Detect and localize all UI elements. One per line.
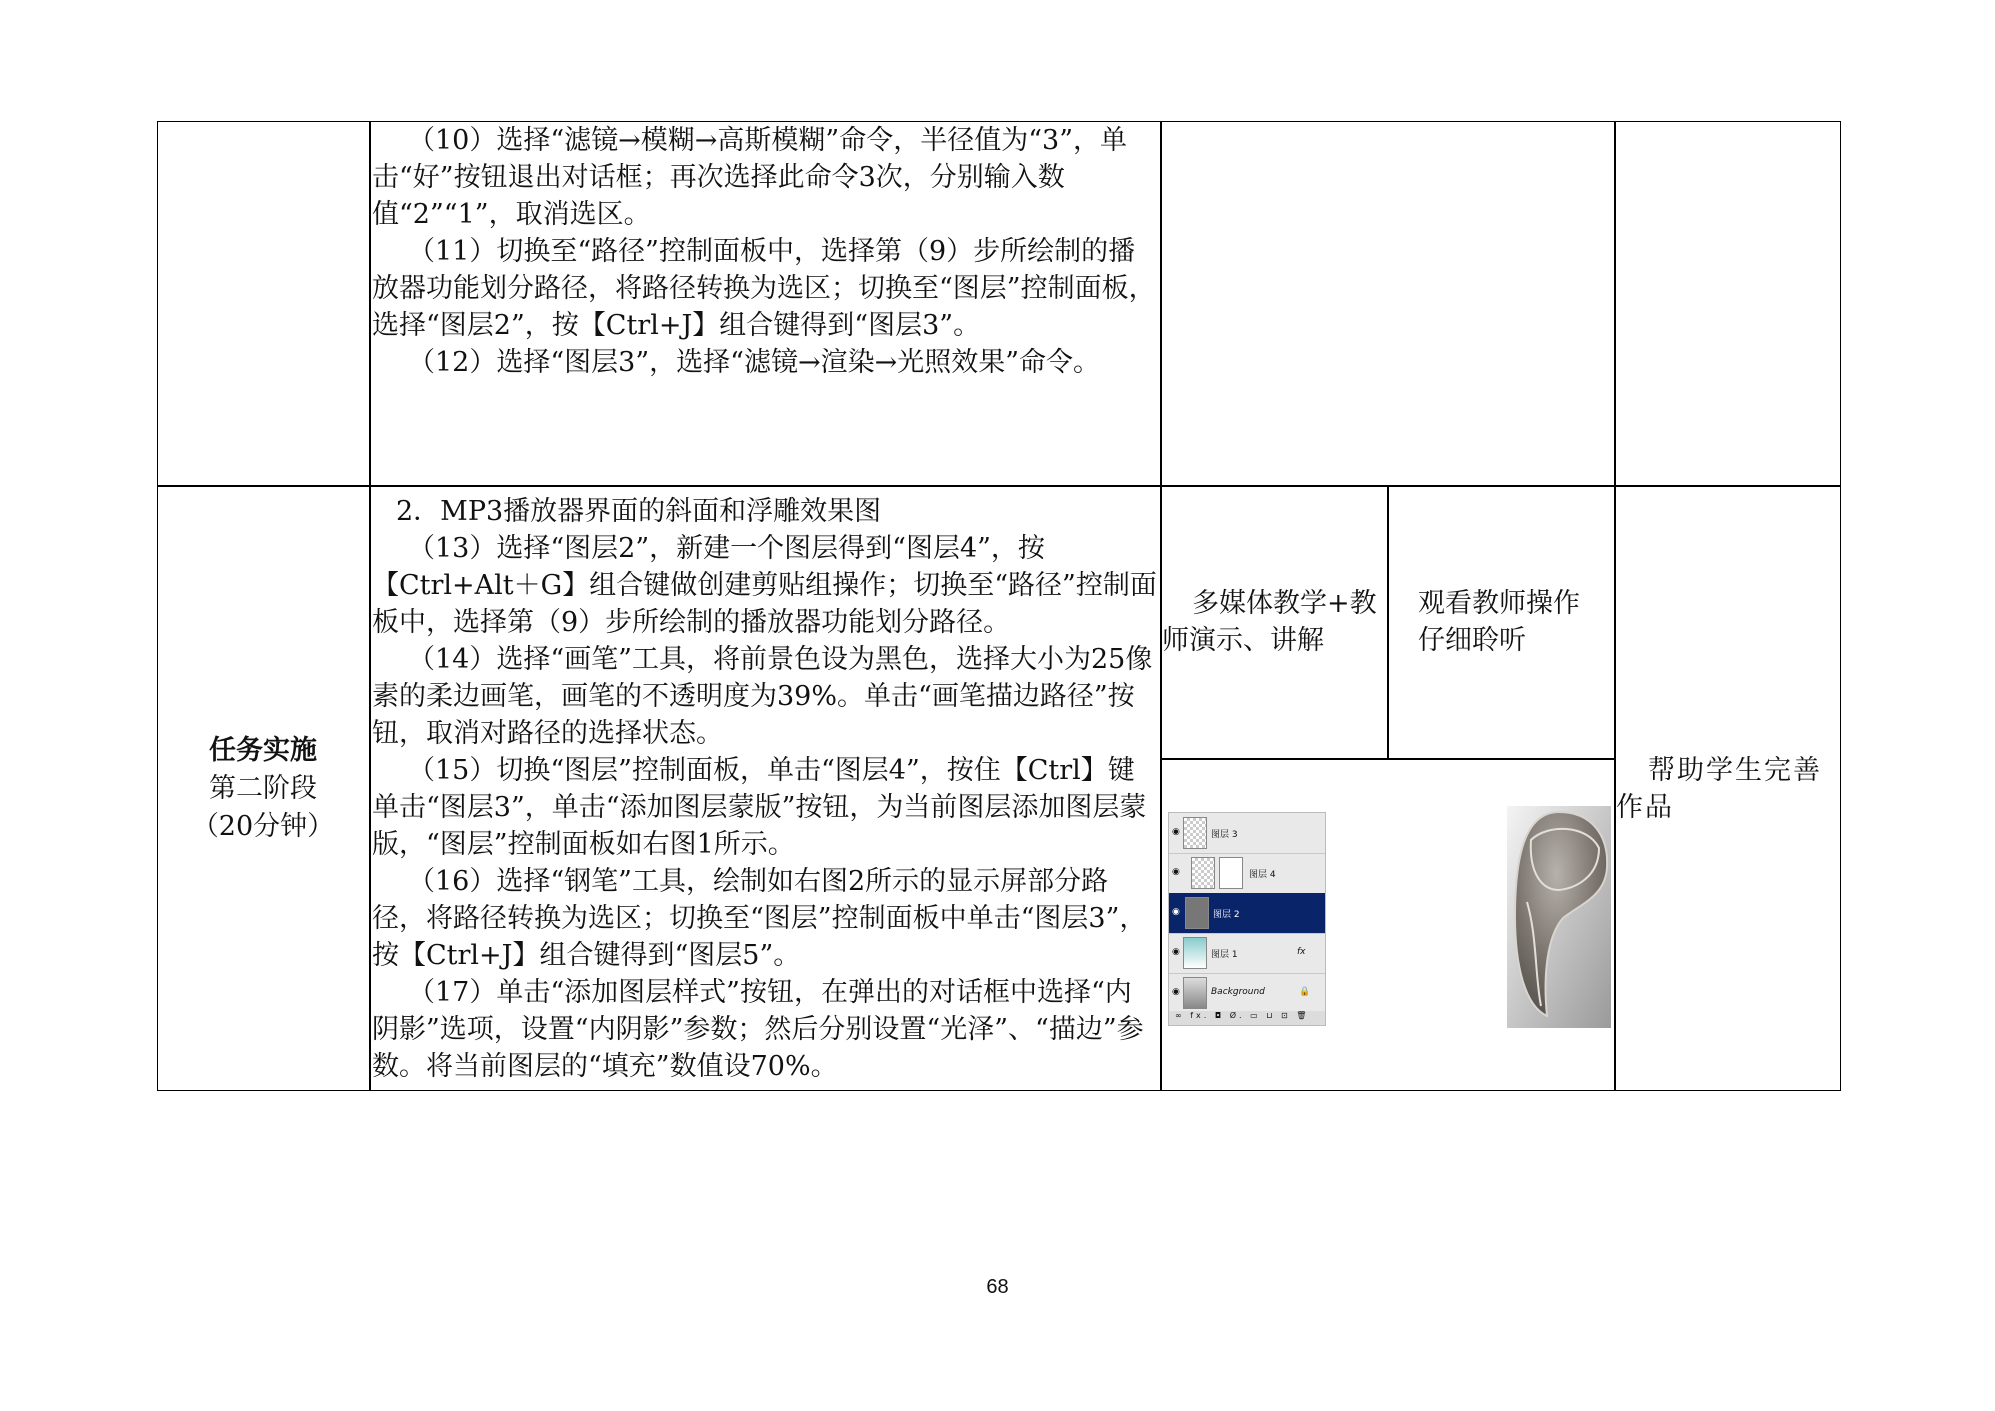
row-divider — [157, 485, 1841, 487]
eye-icon: ◉ — [1172, 947, 1180, 957]
layer-name: 图层 2 — [1213, 910, 1240, 920]
page-number: 68 — [986, 1276, 1009, 1298]
layer-name: Background — [1211, 987, 1265, 997]
col-line-3 — [1387, 485, 1389, 760]
eye-icon: ◉ — [1172, 987, 1180, 997]
player-shape-figure — [1507, 806, 1611, 1028]
layer-thumbnail — [1183, 817, 1207, 849]
col-line-1 — [369, 121, 371, 1091]
layer-name: 图层 1 — [1211, 950, 1238, 960]
fx-icon: fx — [1297, 947, 1306, 957]
layer-row-selected — [1169, 893, 1325, 934]
step-16: （16）选择“钢笔”工具，绘制如右图2所示的显示屏部分路径，将路径转换为选区；切换至“图层”控制面板中单击“图层3”，按【Ctrl+J】组合键得到“图层5”。 — [372, 866, 1147, 971]
layer-thumbnail — [1183, 977, 1207, 1009]
mask-thumbnail — [1219, 857, 1243, 889]
layer-thumbnail — [1183, 937, 1207, 969]
eye-icon: ◉ — [1172, 907, 1180, 917]
step-14: （14）选择“画笔”工具，将前景色设为黑色，选择大小为25像素的柔边画笔，画笔的不透明度为39%。单击“画笔描边路径”按钮，取消对路径的选择状态。 — [372, 644, 1153, 749]
lock-icon: 🔒 — [1299, 987, 1311, 997]
layer-name: 图层 4 — [1249, 870, 1276, 880]
step-15: （15）切换“图层”控制面板，单击“图层4”，按住【Ctrl】键单击“图层3”，单击“添加图层蒙版”按钮，为当前图层添加图层蒙版，“图层”控制面板如右图1所示。 — [372, 755, 1147, 860]
col-line-4 — [1614, 121, 1616, 1091]
eye-icon: ◉ — [1172, 867, 1180, 877]
layers-toolbar: ∞ fx. ◘ Ø. ▭ ⊔ ⊡ 🗑 — [1169, 1011, 1325, 1025]
step-13: （13）选择“图层2”，新建一个图层得到“图层4”，按【Ctrl+Alt＋G】组合键做创建剪贴组操作；切换至“路径”控制面板中，选择第（9）步所绘制的播放器功能划分路径。 — [372, 533, 1157, 638]
layer-row — [1169, 853, 1325, 894]
layer-thumbnail — [1191, 857, 1215, 889]
stage-title: 任务实施 — [209, 735, 317, 766]
layer-row — [1169, 933, 1325, 974]
step-17: （17）单击“添加图层样式”按钮，在弹出的对话框中选择“内阴影”选项，设置“内阴影”参数；然后分别设置“光泽”、“描边”参数。将当前图层的“填充”数值设70%。 — [372, 977, 1144, 1082]
layer-row — [1169, 813, 1325, 854]
step-12: （12）选择“图层3”，选择“滤镜→渲染→光照效果”命令。 — [408, 347, 1100, 378]
row2-steps — [372, 493, 1158, 1085]
eye-icon: ◉ — [1172, 827, 1180, 837]
stage-label — [157, 732, 369, 846]
step-10: （10）选择“滤镜→模糊→高斯模糊”命令，半径值为“3”，单击“好”按钮退出对话框；再次选择此命令3次，分别输入数值“2”“1”，取消选区。 — [372, 125, 1127, 230]
image-cell-top — [1160, 758, 1614, 760]
section-heading: 2．MP3播放器界面的斜面和浮雕效果图 — [396, 496, 882, 527]
row1-steps — [372, 122, 1158, 381]
teacher-activity: 多媒体教学+教师演示、讲解 — [1162, 588, 1377, 656]
stage-sub: 第二阶段 — [209, 773, 317, 804]
layer-thumbnail — [1185, 897, 1209, 929]
layer-name: 图层 3 — [1211, 830, 1238, 840]
layers-panel-figure — [1168, 812, 1326, 1026]
student-activity: 观看教师操作仔细聆听 — [1418, 588, 1580, 656]
step-11: （11）切换至“路径”控制面板中，选择第（9）步所绘制的播放器功能划分路径，将路径转换为选区；切换至“图层”控制面板，选择“图层2”，按【Ctrl+J】组合键得到“图层3”。 — [372, 236, 1156, 341]
stage-time: （20分钟） — [191, 811, 335, 842]
purpose: 帮助学生完善作品 — [1616, 755, 1822, 823]
layer-row — [1169, 973, 1325, 1014]
